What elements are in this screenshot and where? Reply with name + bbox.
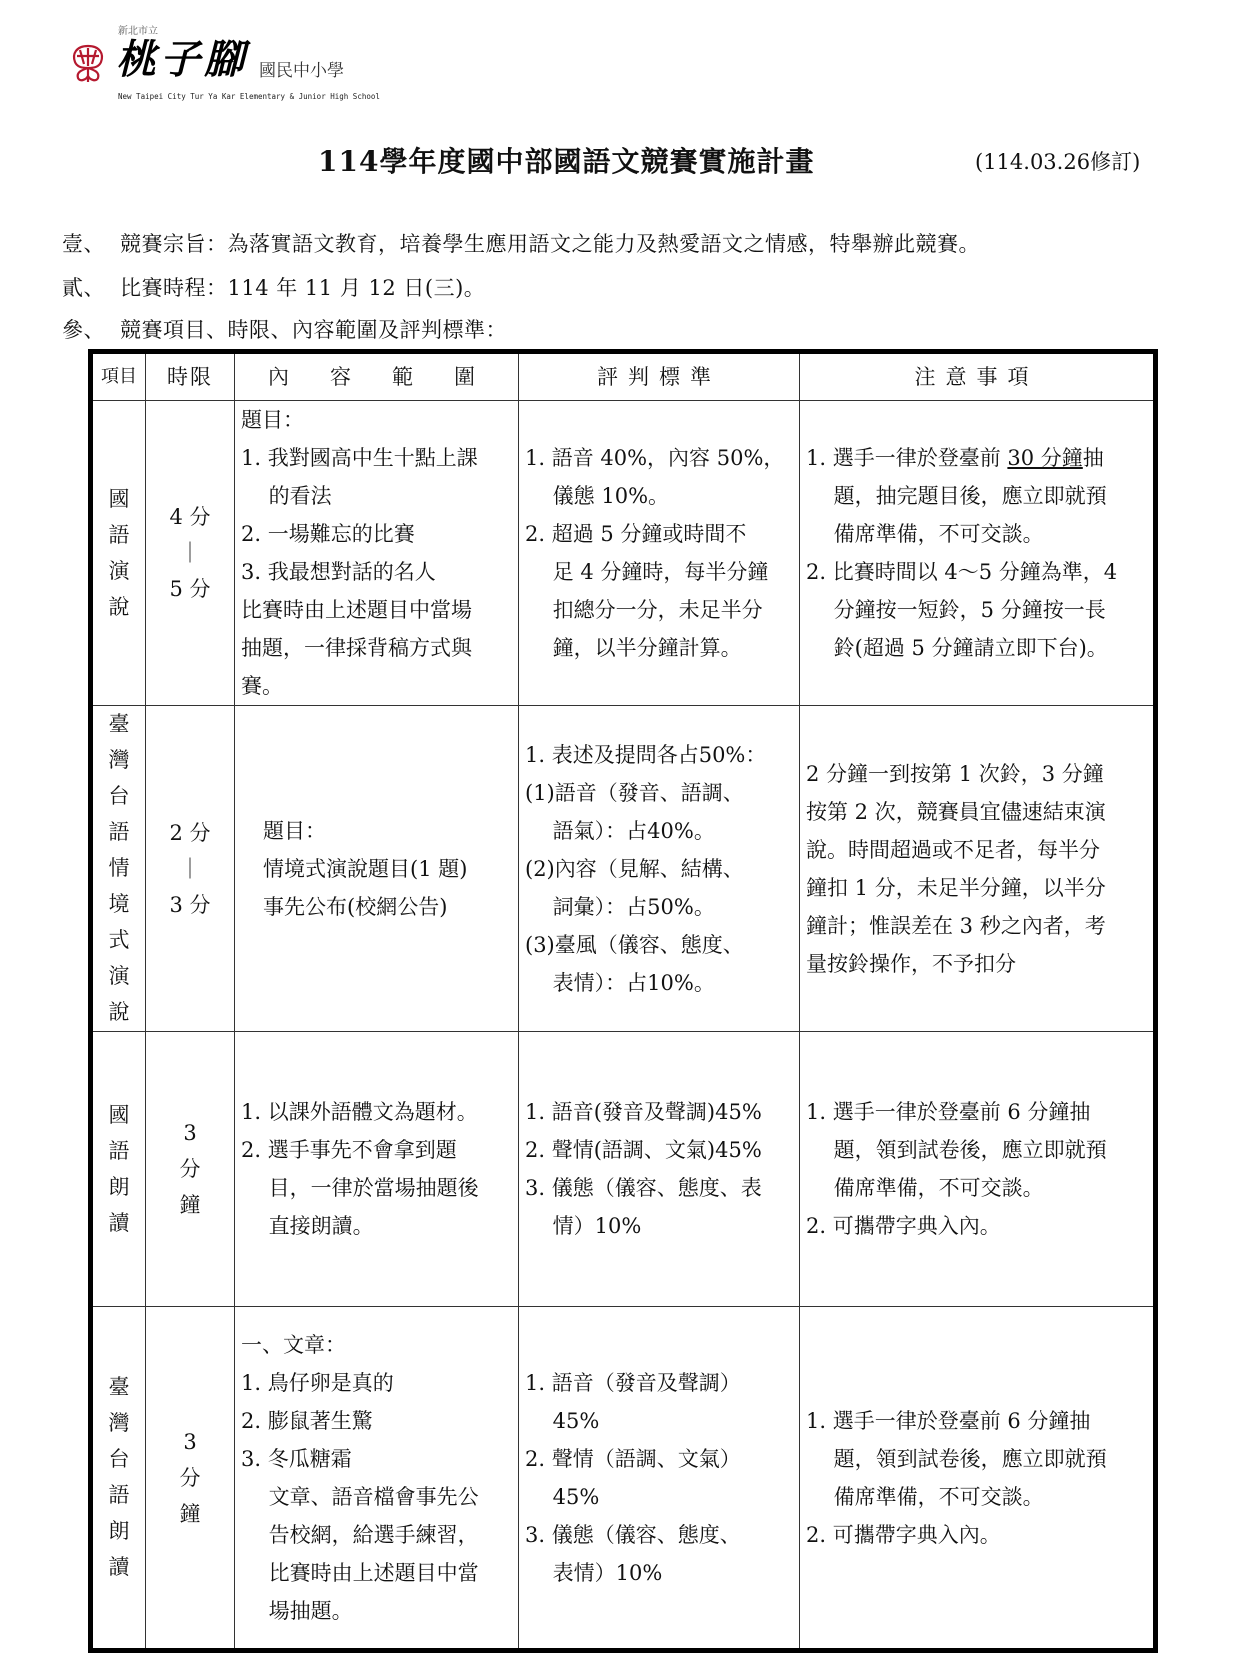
cell-line: 3. 冬瓜糖霜 (241, 1446, 352, 1471)
header-criteria: 評判標準 (519, 352, 800, 401)
row-item: 國語演說 (91, 401, 146, 706)
cell-line: 3. 儀態（儀容、態度、表 (525, 1176, 762, 1200)
cell-line: 按第 2 次，競賽員宜儘速結束演 (806, 799, 1106, 824)
section-text: 比賽時程：114 年 11 月 12 日(三)。 (120, 276, 486, 300)
section-items (62, 314, 507, 344)
cell-line: 2. 聲情（語調、文氣） (525, 1446, 741, 1471)
cell-line: 足 4 分鐘時，每半分鐘 (525, 560, 769, 584)
cell-line: 1. 以課外語體文為題材。 (241, 1100, 478, 1124)
cell-line: 場抽題。 (241, 1598, 353, 1623)
cell-line: 題目： (241, 408, 304, 432)
cell-line: 情境式演說題目(1 題) (263, 856, 468, 881)
cell-line: 鐘扣 1 分，未足半分鐘，以半分 (806, 875, 1106, 900)
row-content (235, 401, 519, 706)
cell-line: 鐘 (179, 1193, 201, 1217)
row-item: 國語朗讀 (91, 1032, 146, 1307)
row-notes (800, 1032, 1156, 1307)
revision-date: (114.03.26修訂) (975, 150, 1141, 174)
cell-line: (2)內容（見解、結構、 (525, 856, 744, 881)
cell-line: 3 (183, 1429, 197, 1454)
cell-line: 3 (183, 1121, 197, 1145)
table-row (91, 1032, 1156, 1307)
cell-line: 告校網，給選手練習， (241, 1522, 479, 1547)
section-text: 競賽項目、時限、內容範圍及評判標準： (120, 318, 507, 342)
cell-text: 1. 選手一律於登臺前 (806, 446, 1008, 470)
cell-line: 2. 一場難忘的比賽 (241, 522, 415, 546)
cell-line: 比賽時由上述題目中當場 (241, 598, 472, 622)
cell-line: 1. 選手一律於登臺前 6 分鐘抽 (806, 1408, 1091, 1433)
header-time-limit: 時限 (146, 352, 235, 401)
cell-line: 1. 我對國高中生十點上課 (241, 446, 478, 470)
row-criteria (519, 1032, 800, 1307)
cell-line: 2. 比賽時間以 4～5 分鐘為準，4 (806, 560, 1118, 584)
cell-line: 表情）：占10%。 (525, 970, 715, 995)
cell-line: 分 (179, 1465, 201, 1490)
cell-line: 1. 語音（發音及聲調） (525, 1370, 741, 1395)
cell-line: 情）10% (525, 1214, 642, 1238)
cell-line: 備席準備，不可交談。 (806, 522, 1044, 546)
section-purpose (62, 228, 980, 258)
cell-line: 2. 可攜帶字典入內。 (806, 1522, 1001, 1547)
cell-line: 目，一律於當場抽題後 (241, 1176, 479, 1200)
cell-line: 2. 選手事先不會拿到題 (241, 1138, 457, 1162)
cell-line: 題目： (263, 818, 326, 843)
cell-line: 儀態 10%。 (525, 484, 670, 508)
cell-line: (1)語音（發音、語調、 (525, 780, 744, 805)
cell-line: 分 (179, 1157, 201, 1181)
cell-line: ｜ (179, 856, 201, 881)
section-number: 壹、 (62, 232, 105, 256)
cell-line: 題，領到試卷後，應立即就預 (806, 1138, 1107, 1162)
cell-line: 說。時間超過或不足者，每半分 (806, 837, 1100, 862)
cell-line: 2 分鐘一到按第 1 次鈴，3 分鐘 (806, 761, 1104, 786)
row-criteria (519, 401, 800, 706)
header-notes: 注意事項 (800, 352, 1156, 401)
cell-line: 2. 超過 5 分鐘或時間不 (525, 522, 747, 546)
flower-emblem-icon (66, 40, 110, 84)
cell-line: 比賽時由上述題目中當 (241, 1560, 479, 1585)
row-criteria (519, 706, 800, 1032)
row-notes (800, 706, 1156, 1032)
header-content-scope: 內 容 範 圍 (235, 352, 519, 401)
logo-brand: 桃子腳 (116, 36, 248, 83)
row-notes (800, 1307, 1156, 1651)
cell-line: 4 分 (169, 505, 211, 529)
cell-line: 3. 我最想對話的名人 (241, 560, 436, 584)
row-time (146, 706, 235, 1032)
row-content (235, 1032, 519, 1307)
logo-city: 新北市立 (118, 26, 158, 37)
cell-line: 表情）10% (525, 1560, 663, 1585)
cell-line: ｜ (179, 541, 201, 565)
cell-line: 事先公布(校網公告) (263, 894, 448, 919)
school-logo (66, 18, 380, 108)
table-header-row (91, 352, 1156, 401)
cell-line: (3)臺風（儀容、態度、 (525, 932, 744, 957)
cell-line: 2. 膨鼠著生驚 (241, 1408, 373, 1433)
cell-line: 鈴(超過 5 分鐘請立即下台)。 (806, 636, 1108, 660)
row-item: 臺灣台語朗讀 (91, 1307, 146, 1651)
cell-line: 詞彙）：占50%。 (525, 894, 715, 919)
cell-line: 3. 儀態（儀容、態度、 (525, 1522, 741, 1547)
cell-line: 鐘計；惟誤差在 3 秒之內者，考 (806, 913, 1106, 938)
cell-line: 語氣）：占40%。 (525, 818, 715, 843)
cell-line: 直接朗讀。 (241, 1214, 374, 1238)
section-schedule (62, 272, 485, 302)
logo-english-name: New Taipei City Tur Ya Kar Elementary & Junior High School (118, 92, 380, 101)
row-time (146, 1307, 235, 1651)
row-time (146, 1032, 235, 1307)
cell-line: 扣總分一分，未足半分 (525, 598, 763, 622)
cell-line: 45% (525, 1408, 600, 1433)
logo-level: 國民中小學 (259, 61, 344, 81)
table-row (91, 1307, 1156, 1651)
underlined-time: 30 分鐘 (1007, 446, 1083, 470)
cell-line: 一、文章： (241, 1332, 346, 1357)
cell-text: 抽 (1082, 446, 1104, 470)
row-time (146, 401, 235, 706)
row-notes (800, 401, 1156, 706)
cell-line: 分鐘按一短鈴，5 分鐘按一長 (806, 598, 1106, 622)
cell-line: 2 分 (169, 820, 211, 845)
cell-line: 鐘 (179, 1501, 201, 1526)
cell-line: 賽。 (241, 674, 283, 698)
cell-line: 2. 可攜帶字典入內。 (806, 1214, 1001, 1238)
cell-line: 5 分 (169, 577, 211, 601)
cell-line: 3 分 (169, 892, 211, 917)
cell-line: 45% (525, 1484, 600, 1509)
cell-line: 文章、語音檔會事先公 (241, 1484, 479, 1509)
table-row (91, 706, 1156, 1032)
cell-line (806, 439, 1147, 477)
section-number: 參、 (62, 318, 105, 342)
cell-line: 1. 表述及提問各占50%： (525, 742, 767, 767)
cell-line: 的看法 (241, 484, 332, 508)
competition-table (88, 349, 1158, 1653)
row-criteria (519, 1307, 800, 1651)
cell-line: 1. 語音(發音及聲調)45% (525, 1100, 762, 1124)
cell-line: 備席準備，不可交談。 (806, 1484, 1044, 1509)
table-row (91, 401, 1156, 706)
cell-line: 2. 聲情(語調、文氣)45% (525, 1138, 762, 1162)
header-item: 項目 (91, 352, 146, 401)
section-number: 貳、 (62, 276, 105, 300)
cell-line: 1. 鳥仔卵是真的 (241, 1370, 394, 1395)
cell-line: 鐘，以半分鐘計算。 (525, 636, 742, 660)
section-text: 競賽宗旨：為落實語文教育，培養學生應用語文之能力及熱愛語文之情感，特舉辦此競賽。 (120, 232, 980, 256)
cell-line: 1. 語音 40%，內容 50%， (525, 446, 785, 470)
cell-line: 抽題，一律採背稿方式與 (241, 636, 472, 660)
cell-line: 備席準備，不可交談。 (806, 1176, 1044, 1200)
row-item: 臺灣台語情境式演說 (91, 706, 146, 1032)
row-content (235, 1307, 519, 1651)
cell-line: 1. 選手一律於登臺前 6 分鐘抽 (806, 1100, 1091, 1124)
cell-line: 題，抽完題目後，應立即就預 (806, 484, 1107, 508)
cell-line: 題，領到試卷後，應立即就預 (806, 1446, 1107, 1471)
row-content (235, 706, 519, 1032)
page-title: 114學年度國中部國語文競賽實施計畫 (318, 145, 815, 178)
cell-line: 量按鈴操作，不予扣分 (806, 951, 1016, 976)
